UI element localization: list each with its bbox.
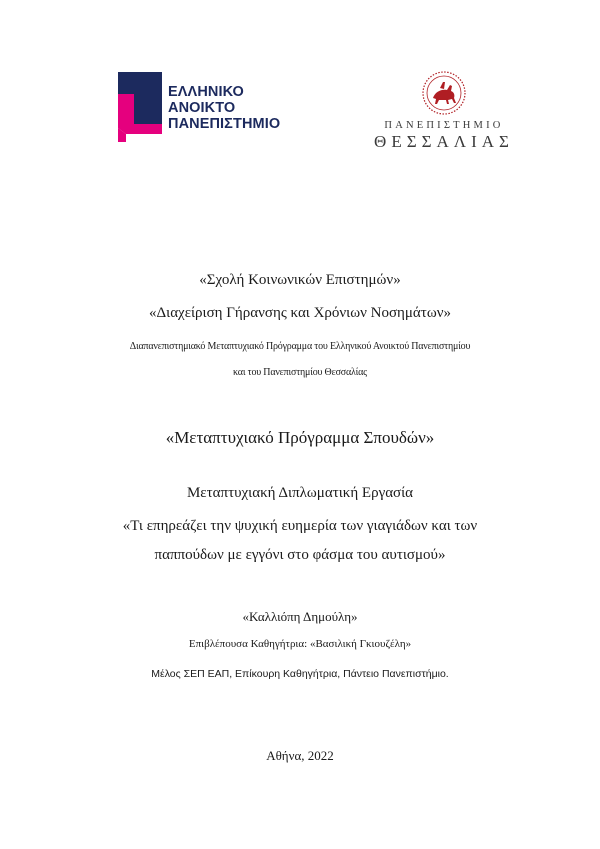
supervisor-affiliation: Μέλος ΣΕΠ ΕΑΠ, Επίκουρη Καθηγήτρια, Πάντειο Πανεπιστήμιο. — [151, 668, 449, 680]
hou-logo-line1: ΕΛΛΗΝΙΚΟ — [168, 84, 244, 100]
author-name: «Καλλιόπη Δημούλη» — [242, 609, 358, 624]
thesis-type: Μεταπτυχιακή Διπλωματική Εργασία — [186, 485, 414, 501]
uth-logo-line1: ΠΑΝΕΠΙΣΤΗΜΙΟ — [384, 120, 504, 131]
hou-logo-line2: ΑΝΟΙΚΤΟ — [168, 100, 236, 116]
program-title: «Μεταπτυχιακό Πρόγραμμα Σπουδών» — [165, 428, 435, 447]
hou-logo — [112, 72, 302, 144]
uth-seal-icon — [419, 70, 469, 116]
program-name: «Διαχείριση Γήρανσης και Χρόνιων Νοσημάτων» — [149, 305, 451, 321]
thesis-title-line-1: «Τι επηρεάζει την ψυχική ευημερία των γιαγιάδων και των — [122, 518, 478, 534]
uth-logo — [358, 70, 530, 154]
place-date: Αθήνα, 2022 — [266, 748, 334, 763]
interuniversity-line-1: Διαπανεπιστημιακό Μεταπτυχιακό Πρόγραμμα του Ελληνικού Ανοικτού Πανεπιστημίου — [129, 341, 471, 352]
hou-logo-line3: ΠΑΝΕΠΙΣΤΗΜΙΟ — [168, 116, 281, 132]
interuniversity-line-2: και του Πανεπιστημίου Θεσσαλίας — [233, 367, 367, 378]
uth-logo-line2: ΘΕΣΣΑΛΙΑΣ — [374, 132, 514, 151]
hou-emblem-icon — [112, 72, 168, 144]
supervisor: Επιβλέπουσα Καθηγήτρια: «Βασιλική Γκιουζέλη» — [188, 638, 412, 650]
thesis-title-line-2: παππούδων με εγγόνι στο φάσμα του αυτισμού» — [154, 547, 446, 563]
hou-logo-text — [168, 84, 280, 132]
school-name: «Σχολή Κοινωνικών Επιστημών» — [199, 272, 401, 288]
